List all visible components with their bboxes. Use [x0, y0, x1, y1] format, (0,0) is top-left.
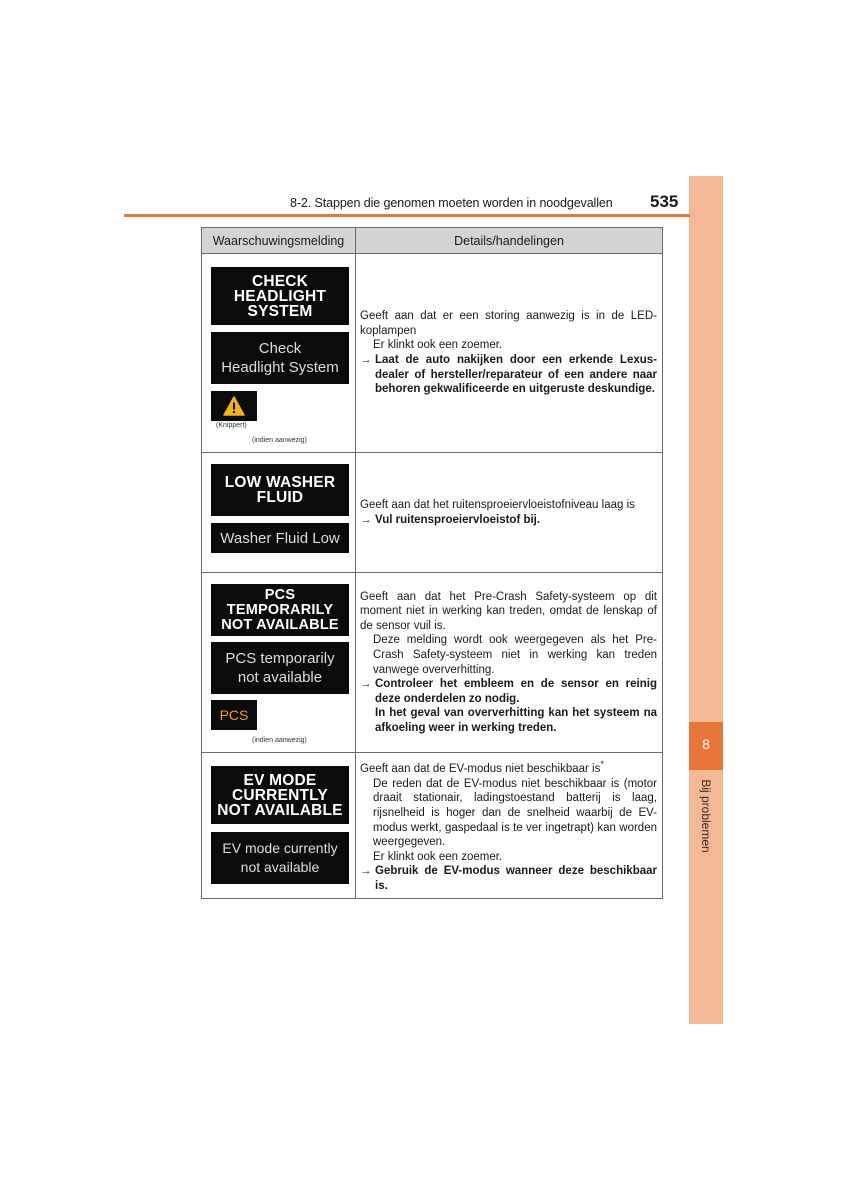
arrow-icon: → [360, 354, 372, 366]
display-caps-ev-mode [211, 766, 349, 824]
action-text: Gebruik de EV-modus wanneer deze beschikbaar is. [375, 865, 657, 892]
display-line: NOT AVAILABLE [217, 801, 343, 819]
display-line: not available [237, 669, 323, 686]
display-line: Headlight System [221, 359, 339, 376]
chapter-title: Bij problemen [699, 779, 713, 853]
display-plain-pcs [211, 642, 349, 694]
details-intro: Geeft aan dat het ruitensproeiervloeistofniveau laag is [360, 498, 635, 511]
details-indent-2: Er klinkt ook een zoemer. [373, 850, 503, 863]
details-indent: Er klinkt ook een zoemer. [373, 339, 503, 352]
column-header-message: Waarschuwingsmelding [202, 228, 356, 254]
arrow-icon: → [360, 678, 372, 691]
action-text: Vul ruitensproeiervloeistof bij. [375, 513, 541, 526]
display-line: LOW WASHER [224, 474, 336, 491]
table-row [202, 753, 663, 899]
display-caps-pcs [211, 584, 349, 636]
display-line: NOT AVAILABLE [221, 616, 339, 633]
section-title: 8-2. Stappen die genomen moeten worden in noodgevallen [290, 196, 613, 210]
icon-caption: (Knippert) [216, 422, 247, 429]
details-action [360, 677, 657, 706]
display-plain-check-headlight [211, 332, 349, 384]
message-cell [202, 254, 356, 453]
intro-text: Geeft aan dat de EV-modus niet beschikbaar is [360, 763, 601, 776]
details-action [360, 864, 657, 893]
display-line: HEADLIGHT [233, 287, 327, 305]
arrow-icon: → [360, 865, 372, 878]
display-line: Check [258, 340, 302, 357]
side-strip [689, 176, 723, 1024]
details-cell [356, 753, 663, 899]
warning-triangle-icon [211, 391, 257, 421]
display-line: PCS temporarily [225, 650, 335, 667]
details-cell [356, 254, 663, 453]
details-cell [356, 453, 663, 573]
message-cell [202, 753, 356, 899]
display-line: EV mode currently [222, 840, 338, 856]
display-caps-check-headlight [211, 267, 349, 325]
details-indent: Deze melding wordt ook weergegeven als het Pre-Crash Safety-systeem niet in werking kan treden vanwege oververhitting. [373, 634, 657, 676]
table-row [202, 453, 663, 573]
display-plain-washer-fluid [211, 523, 349, 553]
message-cell [202, 453, 356, 573]
page-number: 535 [650, 192, 679, 211]
display-line: SYSTEM [247, 302, 313, 320]
display-line: Washer Fluid Low [220, 529, 340, 547]
display-line: EV MODE [243, 771, 317, 789]
pcs-indicator: PCS [211, 700, 257, 730]
display-plain-ev-mode [211, 832, 349, 884]
details-action-continued: In het geval van oververhitting kan het systeem na afkoeling weer in werking treden. [375, 707, 657, 734]
warning-triangle-graphic [223, 396, 245, 416]
details-action [360, 513, 657, 528]
table-header-row [202, 228, 663, 254]
display-line: CURRENTLY [232, 786, 328, 804]
details-indent: De reden dat de EV-modus niet beschikbaar is (motor draait stationair, ladingstoestand batterij is laag, rijsnelheid is hoger dan de snelheid waarbij de EV-modus werkt, gaspedaal is te ver ingetrapt) kan worden weergegeven. [373, 777, 657, 849]
display-line: CHECK [251, 272, 309, 290]
display-line: PCS TEMPORARILY [226, 586, 334, 618]
table-row [202, 254, 663, 453]
arrow-icon: → [360, 513, 372, 526]
details-intro [360, 757, 657, 776]
details-intro: Geeft aan dat er een storing aanwezig is in de LED-koplampen [360, 310, 657, 337]
availability-note: (indien aanwezig) [252, 437, 307, 444]
display-line: FLUID [256, 489, 304, 506]
details-cell [356, 573, 663, 753]
action-text: Controleer het embleem en de sensor en reinig deze onderdelen zo nodig. [375, 678, 657, 705]
chapter-number: 8 [702, 736, 710, 752]
header-rule [124, 214, 690, 217]
table-row [202, 573, 663, 753]
asterisk-footnote: * [600, 759, 604, 770]
details-intro: Geeft aan dat het Pre-Crash Safety-systeem op dit moment niet in werking kan treden, omdat de lenskap of de sensor vuil is. [360, 590, 657, 632]
details-action [360, 353, 657, 397]
display-line: not available [240, 859, 320, 875]
availability-note: (indien aanwezig) [252, 737, 307, 744]
chapter-tab [689, 722, 723, 770]
column-header-details: Details/handelingen [356, 228, 663, 254]
display-caps-low-washer [211, 464, 349, 516]
action-text: Laat de auto nakijken door een erkende Lexus-dealer of hersteller/reparateur of een andere naar behoren gekwalificeerde en uitgeruste deskundige. [375, 354, 657, 396]
warning-table [201, 227, 663, 899]
message-cell [202, 573, 356, 753]
